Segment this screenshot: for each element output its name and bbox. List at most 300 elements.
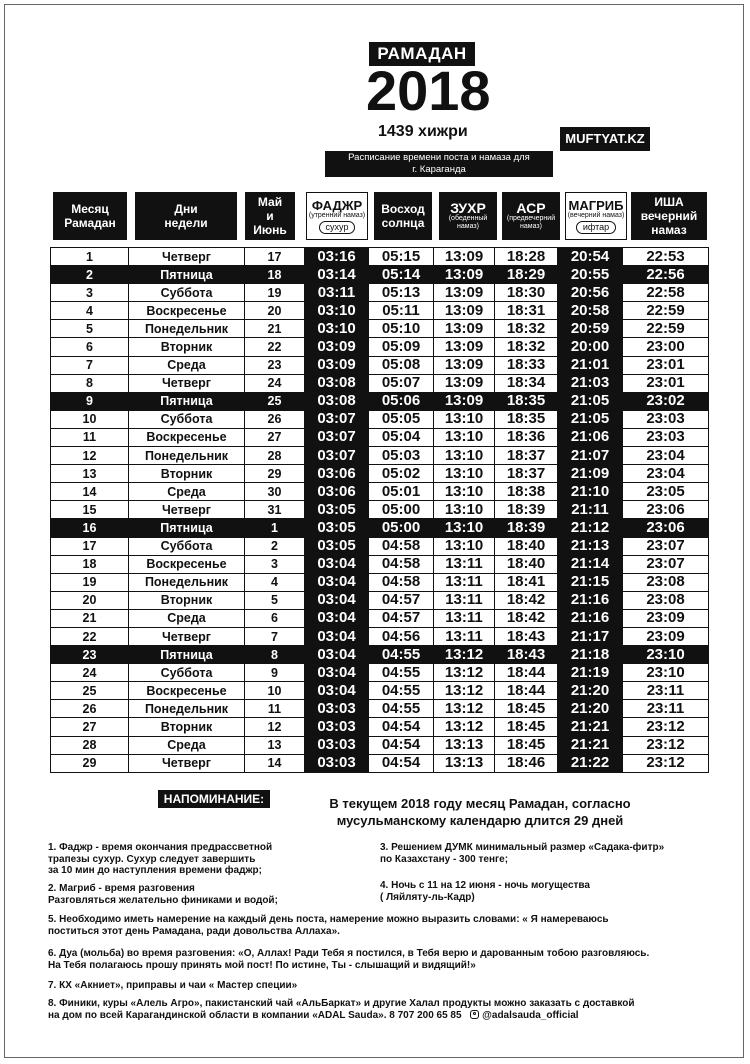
cell-day: 6 [51, 338, 129, 356]
cell-gregorian: 21 [245, 320, 305, 338]
cell-fajr: 03:06 [305, 483, 369, 501]
note-3 [380, 842, 720, 865]
cell-sunrise: 04:58 [369, 573, 434, 591]
cell-zuhr: 13:12 [434, 700, 495, 718]
cell-weekday: Суббота [129, 537, 245, 555]
table-row [51, 248, 709, 266]
cell-gregorian: 13 [245, 736, 305, 754]
table-row [51, 338, 709, 356]
cell-maghrib: 20:58 [558, 302, 623, 320]
cell-day: 19 [51, 573, 129, 591]
cell-weekday: Понедельник [129, 447, 245, 465]
table-row [51, 266, 709, 284]
col-header-weekday-line1: Дни [174, 202, 198, 216]
cell-gregorian: 19 [245, 284, 305, 302]
cell-weekday: Четверг [129, 501, 245, 519]
asr-note: (предвечерний намаз) [506, 215, 556, 230]
cell-sunrise: 05:07 [369, 374, 434, 392]
cell-fajr: 03:10 [305, 320, 369, 338]
cell-gregorian: 31 [245, 501, 305, 519]
cell-asr: 18:30 [495, 284, 558, 302]
table-row [51, 718, 709, 736]
cell-weekday: Воскресенье [129, 302, 245, 320]
col-header-asr [502, 192, 560, 240]
cell-fajr: 03:04 [305, 646, 369, 664]
cell-isha: 23:10 [623, 664, 709, 682]
cell-weekday: Четверг [129, 374, 245, 392]
note-7-line1: 7. КХ «Акниет», приправы и чаи « Мастер специи» [48, 980, 298, 991]
note-8 [48, 998, 738, 1021]
col-header-sunrise-line1: Восход [381, 202, 425, 216]
table-row [51, 682, 709, 700]
cell-zuhr: 13:11 [434, 555, 495, 573]
cell-weekday: Среда [129, 609, 245, 627]
cell-fajr: 03:07 [305, 410, 369, 428]
cell-weekday: Вторник [129, 338, 245, 356]
cell-weekday: Среда [129, 356, 245, 374]
cell-weekday: Четверг [129, 754, 245, 772]
cell-weekday: Вторник [129, 718, 245, 736]
cell-maghrib: 20:55 [558, 266, 623, 284]
cell-day: 8 [51, 374, 129, 392]
cell-isha: 23:12 [623, 718, 709, 736]
cell-sunrise: 04:54 [369, 736, 434, 754]
cell-zuhr: 13:09 [434, 302, 495, 320]
cell-gregorian: 17 [245, 248, 305, 266]
cell-maghrib: 21:18 [558, 646, 623, 664]
cell-day: 14 [51, 483, 129, 501]
note-6-line2: На Тебя полагаюсь прошу принять мой пост! По истине, Ты - слышащий и видящий!» [48, 959, 476, 971]
subtitle-line-2: г. Караганда [412, 164, 466, 175]
reminder-text [290, 795, 670, 829]
cell-sunrise: 04:57 [369, 609, 434, 627]
note-4-line2: ( Ляйляту-ль-Кадр) [380, 891, 475, 903]
cell-asr: 18:35 [495, 392, 558, 410]
cell-day: 23 [51, 646, 129, 664]
cell-day: 21 [51, 609, 129, 627]
cell-gregorian: 14 [245, 754, 305, 772]
cell-maghrib: 21:09 [558, 465, 623, 483]
cell-day: 22 [51, 627, 129, 645]
col-header-maghrib [565, 192, 627, 240]
table-row [51, 501, 709, 519]
cell-maghrib: 20:54 [558, 248, 623, 266]
col-header-isha [631, 192, 707, 240]
cell-day: 9 [51, 392, 129, 410]
cell-day: 2 [51, 266, 129, 284]
cell-maghrib: 21:12 [558, 519, 623, 537]
cell-gregorian: 8 [245, 646, 305, 664]
cell-isha: 23:04 [623, 465, 709, 483]
ramadan-label: РАМАДАН [369, 42, 475, 66]
cell-gregorian: 2 [245, 537, 305, 555]
cell-day: 24 [51, 664, 129, 682]
table-row [51, 392, 709, 410]
cell-day: 11 [51, 428, 129, 446]
cell-sunrise: 04:55 [369, 646, 434, 664]
col-header-isha-line1: ИША [654, 195, 684, 209]
instagram-icon [470, 1010, 479, 1019]
cell-asr: 18:44 [495, 682, 558, 700]
cell-sunrise: 05:15 [369, 248, 434, 266]
cell-zuhr: 13:10 [434, 501, 495, 519]
cell-fajr: 03:09 [305, 338, 369, 356]
cell-asr: 18:31 [495, 302, 558, 320]
cell-sunrise: 05:03 [369, 447, 434, 465]
cell-zuhr: 13:12 [434, 646, 495, 664]
cell-weekday: Вторник [129, 591, 245, 609]
cell-sunrise: 04:58 [369, 537, 434, 555]
cell-sunrise: 04:55 [369, 700, 434, 718]
table-row [51, 627, 709, 645]
cell-sunrise: 05:02 [369, 465, 434, 483]
cell-day: 26 [51, 700, 129, 718]
cell-weekday: Четверг [129, 627, 245, 645]
cell-gregorian: 29 [245, 465, 305, 483]
cell-asr: 18:36 [495, 428, 558, 446]
table-row [51, 700, 709, 718]
cell-maghrib: 20:00 [558, 338, 623, 356]
note-1 [48, 842, 338, 877]
reminder-text-line1: В текущем 2018 году месяц Рамадан, согласно [329, 796, 631, 811]
cell-gregorian: 28 [245, 447, 305, 465]
cell-gregorian: 25 [245, 392, 305, 410]
cell-asr: 18:45 [495, 736, 558, 754]
col-header-may-june [245, 192, 295, 240]
note-2-line1: 2. Магриб - время разговения [48, 883, 195, 894]
cell-fajr: 03:10 [305, 302, 369, 320]
cell-asr: 18:29 [495, 266, 558, 284]
cell-zuhr: 13:09 [434, 374, 495, 392]
cell-sunrise: 05:00 [369, 519, 434, 537]
note-3-line2: по Казахстану - 300 тенге; [380, 853, 509, 865]
cell-fajr: 03:04 [305, 682, 369, 700]
cell-day: 20 [51, 591, 129, 609]
table-row [51, 754, 709, 772]
cell-weekday: Суббота [129, 410, 245, 428]
asr-name: АСР [516, 200, 546, 216]
table-row [51, 591, 709, 609]
cell-sunrise: 04:57 [369, 591, 434, 609]
cell-sunrise: 04:54 [369, 718, 434, 736]
instagram-handle[interactable]: @adalsauda_official [482, 1009, 579, 1021]
cell-isha: 22:53 [623, 248, 709, 266]
cell-fajr: 03:07 [305, 428, 369, 446]
cell-zuhr: 13:09 [434, 392, 495, 410]
cell-maghrib: 21:05 [558, 410, 623, 428]
cell-isha: 23:04 [623, 447, 709, 465]
cell-sunrise: 04:58 [369, 555, 434, 573]
cell-isha: 23:09 [623, 627, 709, 645]
cell-isha: 23:06 [623, 501, 709, 519]
cell-day: 4 [51, 302, 129, 320]
cell-isha: 23:08 [623, 591, 709, 609]
cell-maghrib: 20:59 [558, 320, 623, 338]
cell-asr: 18:35 [495, 410, 558, 428]
cell-weekday: Понедельник [129, 320, 245, 338]
cell-asr: 18:37 [495, 465, 558, 483]
cell-asr: 18:45 [495, 718, 558, 736]
cell-sunrise: 05:04 [369, 428, 434, 446]
cell-isha: 23:09 [623, 609, 709, 627]
note-3-line1: 3. Решением ДУМК минимальный размер «Садака-фитр» [380, 842, 665, 853]
cell-isha: 23:11 [623, 682, 709, 700]
cell-maghrib: 21:20 [558, 682, 623, 700]
zuhr-name: ЗУХР [450, 200, 486, 216]
cell-maghrib: 21:06 [558, 428, 623, 446]
cell-zuhr: 13:12 [434, 718, 495, 736]
cell-fajr: 03:05 [305, 519, 369, 537]
cell-zuhr: 13:13 [434, 736, 495, 754]
cell-zuhr: 13:09 [434, 338, 495, 356]
cell-maghrib: 21:22 [558, 754, 623, 772]
cell-fajr: 03:05 [305, 501, 369, 519]
cell-isha: 22:56 [623, 266, 709, 284]
cell-maghrib: 21:07 [558, 447, 623, 465]
cell-isha: 23:03 [623, 410, 709, 428]
cell-gregorian: 23 [245, 356, 305, 374]
cell-asr: 18:43 [495, 646, 558, 664]
iftar-pill: ифтар [576, 221, 616, 234]
cell-asr: 18:42 [495, 591, 558, 609]
note-5 [48, 914, 728, 937]
cell-weekday: Суббота [129, 664, 245, 682]
cell-fajr: 03:04 [305, 664, 369, 682]
reminder-label: НАПОМИНАНИЕ: [158, 790, 270, 808]
cell-asr: 18:42 [495, 609, 558, 627]
cell-sunrise: 05:13 [369, 284, 434, 302]
cell-sunrise: 05:09 [369, 338, 434, 356]
cell-day: 10 [51, 410, 129, 428]
cell-weekday: Среда [129, 736, 245, 754]
fajr-name: ФАДЖР [311, 197, 363, 213]
cell-maghrib: 21:21 [558, 736, 623, 754]
cell-weekday: Воскресенье [129, 555, 245, 573]
cell-day: 3 [51, 284, 129, 302]
table-row [51, 410, 709, 428]
cell-fajr: 03:16 [305, 248, 369, 266]
cell-maghrib: 21:21 [558, 718, 623, 736]
cell-sunrise: 05:08 [369, 356, 434, 374]
cell-asr: 18:39 [495, 519, 558, 537]
cell-sunrise: 05:01 [369, 483, 434, 501]
cell-isha: 23:05 [623, 483, 709, 501]
cell-zuhr: 13:11 [434, 609, 495, 627]
reminder-text-line2: мусульманскому календарю длится 29 дней [336, 813, 624, 828]
col-header-fajr [306, 192, 368, 240]
note-4 [380, 880, 720, 903]
cell-gregorian: 5 [245, 591, 305, 609]
cell-asr: 18:39 [495, 501, 558, 519]
col-header-month-day-line2: Рамадан [64, 216, 116, 230]
cell-day: 29 [51, 754, 129, 772]
cell-maghrib: 21:17 [558, 627, 623, 645]
note-5-line1: 5. Необходимо иметь намерение на каждый день поста, намерение можно выразить словами: « Я намереваюсь [48, 914, 609, 925]
schedule-subtitle [325, 151, 553, 177]
hijri-year: 1439 хижри [378, 123, 468, 140]
cell-day: 13 [51, 465, 129, 483]
cell-gregorian: 18 [245, 266, 305, 284]
table-row [51, 465, 709, 483]
table-row [51, 646, 709, 664]
cell-zuhr: 13:12 [434, 664, 495, 682]
cell-sunrise: 04:55 [369, 664, 434, 682]
col-header-sunrise-line2: солнца [381, 216, 425, 230]
cell-gregorian: 24 [245, 374, 305, 392]
table-row [51, 374, 709, 392]
cell-sunrise: 05:10 [369, 320, 434, 338]
cell-maghrib: 21:19 [558, 664, 623, 682]
cell-weekday: Пятница [129, 519, 245, 537]
cell-fajr: 03:07 [305, 447, 369, 465]
cell-weekday: Понедельник [129, 573, 245, 591]
cell-asr: 18:40 [495, 537, 558, 555]
col-header-may-june-line1: Май [257, 195, 283, 209]
cell-maghrib: 21:01 [558, 356, 623, 374]
cell-sunrise: 05:00 [369, 501, 434, 519]
cell-fajr: 03:05 [305, 537, 369, 555]
cell-isha: 23:12 [623, 736, 709, 754]
cell-gregorian: 3 [245, 555, 305, 573]
maghrib-name: МАГРИБ [568, 197, 624, 213]
table-row [51, 573, 709, 591]
cell-gregorian: 10 [245, 682, 305, 700]
cell-gregorian: 30 [245, 483, 305, 501]
table-row [51, 736, 709, 754]
note-8-line2-wrap [48, 1010, 738, 1022]
schedule-table [50, 247, 709, 773]
cell-fajr: 03:04 [305, 591, 369, 609]
cell-asr: 18:40 [495, 555, 558, 573]
subtitle-line-1: Расписание времени поста и намаза для [348, 152, 530, 163]
cell-fajr: 03:09 [305, 356, 369, 374]
cell-gregorian: 7 [245, 627, 305, 645]
cell-fajr: 03:03 [305, 718, 369, 736]
cell-gregorian: 6 [245, 609, 305, 627]
cell-gregorian: 20 [245, 302, 305, 320]
cell-day: 7 [51, 356, 129, 374]
cell-day: 16 [51, 519, 129, 537]
cell-sunrise: 04:55 [369, 682, 434, 700]
cell-fajr: 03:03 [305, 700, 369, 718]
cell-isha: 23:03 [623, 428, 709, 446]
cell-zuhr: 13:10 [434, 537, 495, 555]
note-2 [48, 883, 348, 906]
col-header-zuhr [439, 192, 497, 240]
cell-weekday: Пятница [129, 646, 245, 664]
cell-weekday: Суббота [129, 284, 245, 302]
schedule-body [51, 248, 709, 773]
cell-maghrib: 21:03 [558, 374, 623, 392]
cell-fajr: 03:06 [305, 465, 369, 483]
cell-weekday: Среда [129, 483, 245, 501]
site-link[interactable]: MUFTYAT.KZ [560, 127, 650, 151]
cell-maghrib: 21:05 [558, 392, 623, 410]
table-row [51, 428, 709, 446]
cell-maghrib: 21:16 [558, 609, 623, 627]
cell-zuhr: 13:11 [434, 573, 495, 591]
note-6-line1: 6. Дуа (мольба) во время разговения: «О, Аллах! Ради Тебя я постился, в Тебя верю и дарованным тобою разговляюсь. [48, 948, 650, 959]
cell-asr: 18:34 [495, 374, 558, 392]
maghrib-note: (вечерний намаз) [567, 211, 625, 219]
cell-asr: 18:43 [495, 627, 558, 645]
col-header-isha-line3: намаз [651, 223, 687, 237]
cell-fajr: 03:04 [305, 573, 369, 591]
note-5-line2: поститься этот день Рамадана, ради довольства Аллаха». [48, 925, 340, 937]
cell-zuhr: 13:10 [434, 428, 495, 446]
cell-isha: 23:12 [623, 754, 709, 772]
cell-fajr: 03:03 [305, 754, 369, 772]
cell-maghrib: 21:14 [558, 555, 623, 573]
col-header-weekday [135, 192, 237, 240]
cell-gregorian: 26 [245, 410, 305, 428]
year-title: 2018 [366, 59, 491, 122]
cell-isha: 23:07 [623, 555, 709, 573]
note-8-line1: 8. Финики, куры «Алель Агро», пакистанский чай «АльБаркат» и другие Халал продукты можно заказать с доставкой [48, 998, 635, 1009]
cell-day: 15 [51, 501, 129, 519]
cell-gregorian: 1 [245, 519, 305, 537]
cell-isha: 23:07 [623, 537, 709, 555]
cell-day: 1 [51, 248, 129, 266]
cell-weekday: Воскресенье [129, 428, 245, 446]
cell-isha: 23:11 [623, 700, 709, 718]
cell-zuhr: 13:10 [434, 519, 495, 537]
cell-weekday: Воскресенье [129, 682, 245, 700]
table-row [51, 483, 709, 501]
table-row [51, 519, 709, 537]
cell-day: 18 [51, 555, 129, 573]
suhur-pill: сухур [319, 221, 356, 234]
cell-fajr: 03:04 [305, 555, 369, 573]
cell-zuhr: 13:12 [434, 682, 495, 700]
cell-zuhr: 13:09 [434, 320, 495, 338]
cell-isha: 23:08 [623, 573, 709, 591]
cell-fajr: 03:08 [305, 392, 369, 410]
cell-zuhr: 13:10 [434, 483, 495, 501]
cell-isha: 23:01 [623, 356, 709, 374]
table-row [51, 302, 709, 320]
cell-weekday: Пятница [129, 266, 245, 284]
cell-day: 12 [51, 447, 129, 465]
cell-asr: 18:38 [495, 483, 558, 501]
cell-sunrise: 04:54 [369, 754, 434, 772]
cell-sunrise: 05:14 [369, 266, 434, 284]
note-4-line1: 4. Ночь с 11 на 12 июня - ночь могущества [380, 880, 590, 891]
cell-isha: 23:10 [623, 646, 709, 664]
cell-gregorian: 9 [245, 664, 305, 682]
col-header-month-day [53, 192, 127, 240]
cell-fajr: 03:08 [305, 374, 369, 392]
col-header-month-day-line1: Месяц [71, 202, 109, 216]
cell-isha: 22:58 [623, 284, 709, 302]
cell-weekday: Понедельник [129, 700, 245, 718]
cell-fajr: 03:03 [305, 736, 369, 754]
cell-gregorian: 22 [245, 338, 305, 356]
cell-maghrib: 21:15 [558, 573, 623, 591]
cell-day: 17 [51, 537, 129, 555]
cell-zuhr: 13:13 [434, 754, 495, 772]
cell-weekday: Вторник [129, 465, 245, 483]
cell-day: 28 [51, 736, 129, 754]
table-row [51, 664, 709, 682]
cell-sunrise: 05:06 [369, 392, 434, 410]
cell-maghrib: 21:16 [558, 591, 623, 609]
fajr-note: (утренний намаз) [308, 211, 366, 219]
cell-zuhr: 13:11 [434, 591, 495, 609]
cell-asr: 18:46 [495, 754, 558, 772]
table-row [51, 555, 709, 573]
table-row [51, 609, 709, 627]
